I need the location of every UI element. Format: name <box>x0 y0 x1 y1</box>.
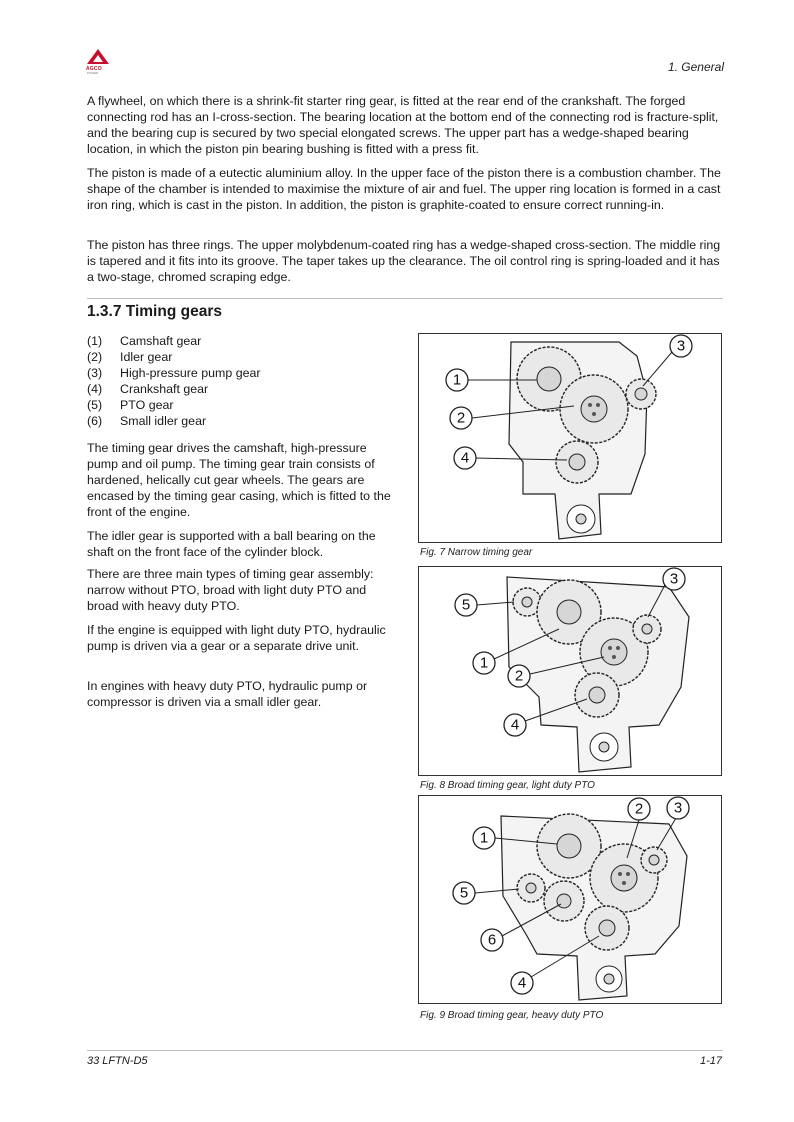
svg-text:4: 4 <box>510 716 520 734</box>
callout-2 <box>508 665 530 687</box>
figure-9-caption: Fig. 9 Broad timing gear, heavy duty PTO <box>420 1010 604 1021</box>
callout-4 <box>504 714 526 736</box>
legend-item: (1) Camshaft gear <box>87 334 202 348</box>
figure-broad-light-pto <box>418 566 722 776</box>
svg-text:5: 5 <box>461 596 471 614</box>
svg-text:2: 2 <box>456 409 466 427</box>
timing-gear-illustration <box>419 567 721 775</box>
logo-subtext: POWER <box>87 71 99 75</box>
callout-5 <box>455 594 477 616</box>
paragraph-timing-gear: The timing gear drives the camshaft, high-pressure pump and oil pump. The timing gear train consists of hardened, helically cut gear wheels. The gears are encased by the timing gear casing, which is fitted to the front of the engine. <box>87 441 391 519</box>
legend-item: (3) High-pressure pump gear <box>87 366 261 380</box>
footer-divider <box>87 1050 723 1051</box>
callout-3 <box>663 568 685 590</box>
svg-text:4: 4 <box>460 449 470 467</box>
svg-text:4: 4 <box>517 974 527 992</box>
legend-item: (2) Idler gear <box>87 350 173 364</box>
callout-4 <box>511 972 533 994</box>
callout-3 <box>667 797 689 819</box>
page-number: 1-17 <box>699 1055 722 1067</box>
callout-1 <box>473 827 495 849</box>
paragraph-piston-rings: The piston has three rings. The upper molybdenum-coated ring has a wedge-shaped cross-section. The middle ring is tapered and it fits into its groove. The taper takes up the clearance. The oil control ring is spring-loaded and it has a two-stage, chromed scraping edge. <box>87 238 721 284</box>
section-title: 1. General <box>667 60 724 74</box>
legend-item: (5) PTO gear <box>87 398 174 412</box>
svg-text:1: 1 <box>479 829 489 847</box>
svg-text:3: 3 <box>676 337 686 355</box>
callout-3 <box>670 335 692 357</box>
timing-gear-illustration <box>419 796 721 1003</box>
svg-text:2: 2 <box>634 800 644 818</box>
logo-text: AGCO <box>86 66 102 72</box>
callout-2 <box>450 407 472 429</box>
callout-1 <box>473 652 495 674</box>
callout-2 <box>628 798 650 820</box>
agco-logo <box>85 48 111 76</box>
figure-broad-heavy-pto <box>418 795 722 1004</box>
svg-text:3: 3 <box>673 799 683 817</box>
gear-legend <box>87 333 387 429</box>
paragraph-flywheel: A flywheel, on which there is a shrink-fit starter ring gear, is fitted at the rear end of the crankshaft. The forged connecting rod has an I-cross-section. The bearing location at the bottom end of the connecting rod is fracture-split, and the bearing cup is secured by two special elongated screws. The upper part has a wedge-shaped bearing location, in which the piston pin bearing bushing is fitted with a press fit. <box>87 94 719 156</box>
legend-item: (6) Small idler gear <box>87 414 207 428</box>
section-divider <box>87 298 723 299</box>
figure-8-caption: Fig. 8 Broad timing gear, light duty PTO <box>420 780 595 791</box>
agco-triangle-icon <box>85 48 111 66</box>
figure-7-caption: Fig. 7 Narrow timing gear <box>420 547 533 558</box>
svg-text:1: 1 <box>479 654 489 672</box>
svg-text:6: 6 <box>487 931 497 949</box>
svg-text:2: 2 <box>514 667 524 685</box>
callout-4 <box>454 447 476 469</box>
paragraph-piston: The piston is made of a eutectic aluminium alloy. In the upper face of the piston there is a combustion chamber. The shape of the chamber is intended to maximise the mixture of air and fuel. The upper ring location is formed in a cast iron ring, which is cast in the piston. In addition, the piston is graphite-coated to ensure correct running-in. <box>87 166 721 212</box>
svg-text:1: 1 <box>452 371 462 389</box>
figure-narrow-timing-gear <box>418 333 722 543</box>
timing-gear-illustration <box>419 334 721 542</box>
paragraph-light-duty-pto: If the engine is equipped with light duty PTO, hydraulic pump is driven via a gear or a separate drive unit. <box>87 623 386 653</box>
section-heading: 1.3.7 Timing gears <box>87 303 222 320</box>
paragraph-heavy-duty-pto: In engines with heavy duty PTO, hydraulic pump or compressor is driven via a small idler gear. <box>87 679 368 709</box>
callout-5 <box>453 882 475 904</box>
legend-item: (4) Crankshaft gear <box>87 382 209 396</box>
paragraph-assembly-types: There are three main types of timing gear assembly: narrow without PTO, broad with light duty PTO and broad with heavy duty PTO. <box>87 567 374 613</box>
document-code: 33 LFTN-D5 <box>87 1055 148 1067</box>
svg-text:3: 3 <box>669 570 679 588</box>
callout-6 <box>481 929 503 951</box>
paragraph-idler-gear: The idler gear is supported with a ball bearing on the shaft on the front face of the cylinder block. <box>87 529 376 559</box>
svg-text:5: 5 <box>459 884 469 902</box>
callout-1 <box>446 369 468 391</box>
